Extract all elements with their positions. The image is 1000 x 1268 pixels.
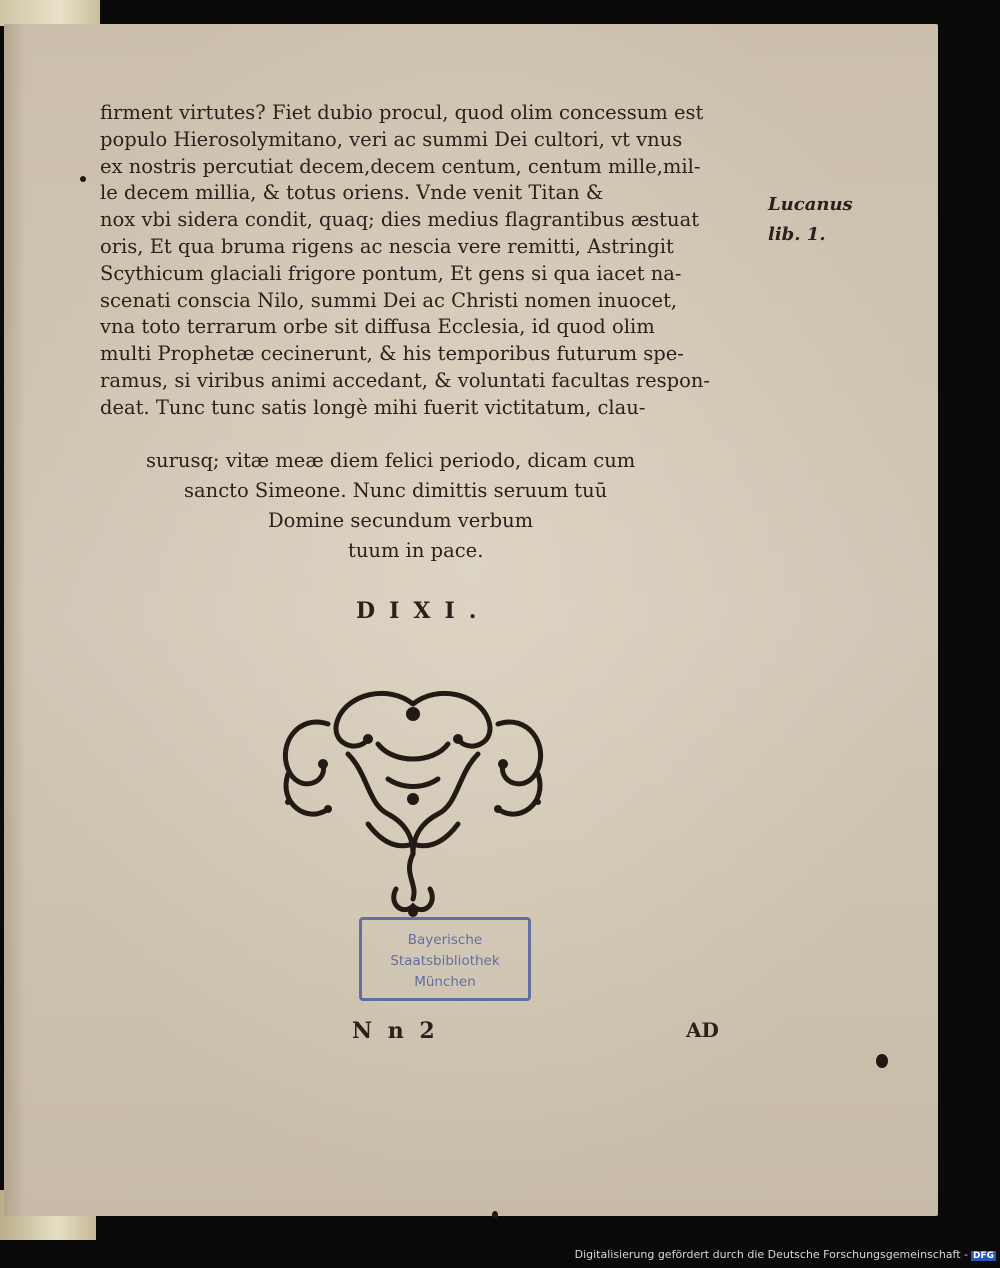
marginal-note-book: lib. 1. [768,224,826,245]
page-gutter-shadow [4,24,26,1216]
text-line: le decem millia, & totus oriens. Vnde venit Titan & [100,181,604,205]
stamp-line: München [414,974,476,990]
printers-ornament-icon [268,684,558,924]
stamp-line: Bayerische [407,932,483,948]
catchword: AD [686,1018,719,1042]
closing-line: Domine secundum verbum [268,509,534,532]
text-line: multi Prophetæ cecinerunt, & his temporibus futurum spe- [100,342,684,366]
text-line: scenati conscia Nilo, summi Dei ac Christi nomen inuocet, [100,288,678,312]
main-text-block [100,100,740,422]
digitization-footer [575,1248,996,1261]
marginal-note [768,190,853,250]
text-line: ramus, si viribus animi accedant, & voluntati facultas respon- [100,368,711,392]
dfg-logo-icon: DFG [972,1251,994,1261]
text-line: Scythicum glaciali frigore pontum, Et gens si qua iacet na- [100,261,682,285]
closing-line: tuum in pace. [348,539,484,562]
text-line: vna toto terrarum orbe sit diffusa Ecclesia, id quod olim [100,315,655,339]
closing-text-block [100,446,740,566]
closing-line: sancto Simeone. Nunc dimittis seruum tuū [184,479,608,502]
text-line: firment virtutes? Fiet dubio procul, quod olim concessum est [100,101,704,124]
text-line: nox vbi sidera condit, quaq; dies medius flagrantibus æstuat [100,208,700,232]
marginal-note-author: Lucanus [768,194,853,215]
footer-text: Digitalisierung gefördert durch die Deutsche Forschungsgemeinschaft - [574,1248,968,1261]
text-line: deat. Tunc tunc satis longè mihi fuerit victitatum, clau- [100,395,646,419]
text-line: oris, Et qua bruma rigens ac nescia vere remitti, Astringit [100,234,674,258]
library-stamp [359,917,531,1001]
stamp-line: Staatsbibliothek [390,953,500,969]
text-line: populo Hierosolymitano, veri ac summi Dei cultori, vt vnus [100,127,683,151]
signature-mark: N n 2 [352,1018,439,1044]
text-line: ex nostris percutiat decem,decem centum, centum mille,mil- [100,154,701,178]
ink-spot [80,176,86,182]
binding-strip-top [0,0,100,26]
closing-line: surusq; vitæ meæ diem felici periodo, dicam cum [146,449,636,472]
dixi-heading: DIXI. [356,598,491,624]
ink-spot [492,1211,498,1219]
ink-spot [876,1054,888,1068]
